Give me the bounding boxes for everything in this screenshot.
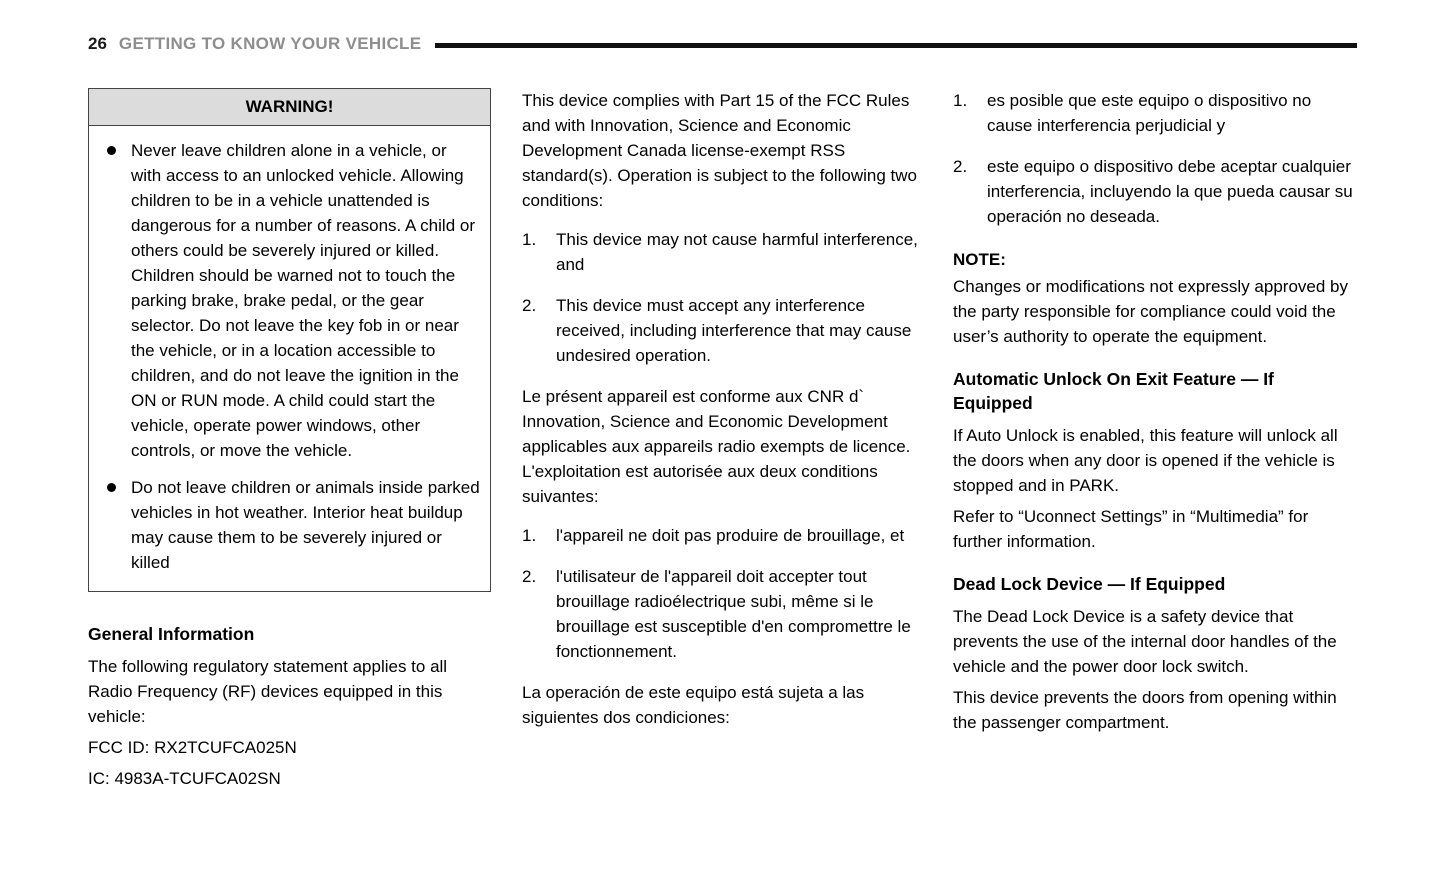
note-body: Changes or modifications not expressly approved by the party responsible for compliance could void the user’s authority to operate the equipment. [953, 277, 1348, 346]
auto-unlock-para-1: If Auto Unlock is enabled, this feature will unlock all the doors when any door is opened if the vehicle is stopped and in PARK. [953, 426, 1338, 495]
fcc-id-line: FCC ID: RX2TCUFCA025N [88, 738, 297, 757]
list-item-text: This device may not cause harmful interference, and [556, 230, 918, 274]
warning-bullet-text: Never leave children alone in a vehicle, or with access to an unlocked vehicle. Allowing children to be in a vehicle unattended is dangerous for a number of reasons. A child or others could be severely injured or killed. Children should be warned not to touch the parking brake, brake pedal, or the gear selector. Do not leave the key fob in or near the vehicle, or in a location accessible to children, and do not leave the ignition in the ON or RUN mode. A child could start the vehicle, operate power windows, other controls, or move the vehicle. [131, 141, 475, 460]
page-number: 26 [88, 34, 107, 53]
page-header [88, 34, 1357, 54]
column-left [88, 88, 491, 797]
general-information-heading: General Information [88, 624, 255, 644]
general-information-body: The following regulatory statement applies to all Radio Frequency (RF) devices equipped in this vehicle: [88, 657, 448, 726]
list-item-number: 2. [953, 157, 968, 176]
note-heading: NOTE: [953, 250, 1006, 269]
bullet-icon [107, 483, 116, 492]
warning-bullet-item [103, 475, 480, 575]
fcc-statement-intro: This device complies with Part 15 of the FCC Rules and with Innovation, Science and Economic Development Canada license-exempt RSS standard(s). Operation is subject to the following two conditions: [522, 91, 917, 210]
ic-id-line: IC: 4983A-TCUFCA02SN [88, 769, 281, 788]
list-item [953, 154, 1357, 229]
french-statement-intro: Le présent appareil est conforme aux CNR d` Innovation, Science and Economic Development applicables aux appareils radio exempts de licence. L'exploitation est autorisée aux deux conditions suivantes: [522, 387, 911, 506]
header-rule [435, 43, 1357, 48]
list-item [522, 227, 922, 277]
warning-bullet-item [103, 138, 480, 463]
list-item-text: l'utilisateur de l'appareil doit accepter tout brouillage radioélectrique subi, même si le brouillage est susceptible d'en compromettre le fonctionnement. [556, 567, 911, 661]
warning-bullet-text: Do not leave children or animals inside parked vehicles in hot weather. Interior heat buildup may cause them to be severely injured or killed [131, 478, 480, 572]
bullet-icon [107, 146, 116, 155]
list-item-number: 1. [953, 91, 968, 110]
list-item [522, 523, 922, 548]
list-item-number: 2. [522, 567, 537, 586]
content-columns [88, 88, 1357, 797]
list-item [522, 564, 922, 664]
column-right [953, 88, 1357, 749]
dead-lock-para-1: The Dead Lock Device is a safety device that prevents the use of the internal door handles of the vehicle and the power door lock switch. [953, 607, 1337, 676]
warning-box [88, 88, 491, 592]
list-item-text: este equipo o dispositivo debe aceptar cualquier interferencia, incluyendo la que pueda causar su operación no deseada. [987, 157, 1353, 226]
column-middle [522, 88, 922, 744]
auto-unlock-para-2: Refer to “Uconnect Settings” in “Multimedia” for further information. [953, 507, 1309, 551]
list-item-text: es posible que este equipo o dispositivo no cause interferencia perjudicial y [987, 91, 1312, 135]
french-conditions-list [522, 523, 922, 664]
dead-lock-heading: Dead Lock Device — If Equipped [953, 574, 1226, 594]
list-item-number: 1. [522, 526, 537, 545]
fcc-conditions-list [522, 227, 922, 368]
warning-title: WARNING! [89, 89, 490, 126]
list-item-number: 2. [522, 296, 537, 315]
spanish-statement-intro: La operación de este equipo está sujeta a las siguientes dos condiciones: [522, 683, 865, 727]
list-item-text: This device must accept any interference received, including interference that may cause undesired operation. [556, 296, 912, 365]
dead-lock-para-2: This device prevents the doors from opening within the passenger compartment. [953, 688, 1337, 732]
section-title: GETTING TO KNOW YOUR VEHICLE [118, 34, 422, 53]
list-item [953, 88, 1357, 138]
list-item [522, 293, 922, 368]
list-item-text: l'appareil ne doit pas produire de brouillage, et [556, 526, 905, 545]
list-item-number: 1. [522, 230, 537, 249]
warning-list [89, 126, 490, 591]
auto-unlock-heading: Automatic Unlock On Exit Feature — If Equipped [953, 369, 1274, 413]
spanish-conditions-list [953, 88, 1357, 229]
